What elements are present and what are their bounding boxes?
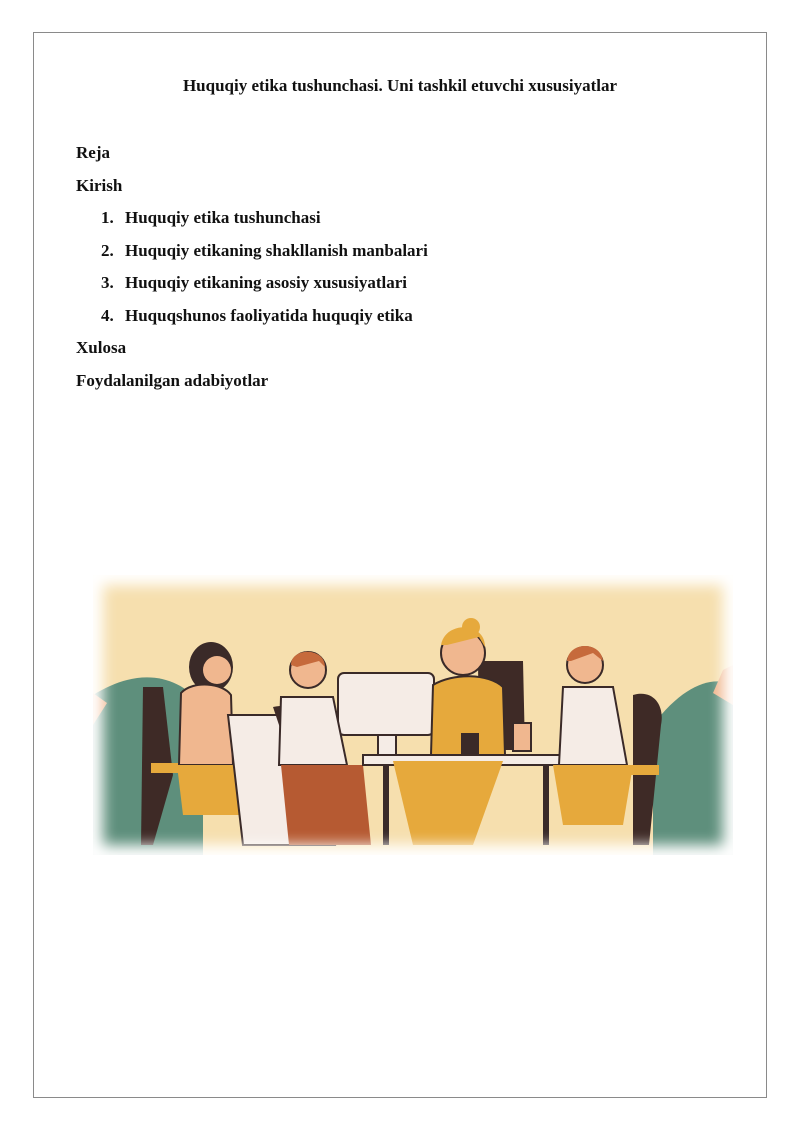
page-title: Huquqiy etika tushunchasi. Uni tashkil etuvchi xususiyatlar — [182, 76, 618, 95]
meeting-illustration — [93, 575, 733, 855]
toc-item-text: Huquqiy etika tushunchasi — [125, 208, 321, 227]
intro-heading: Kirish — [76, 176, 123, 195]
toc-item-number: 2. — [101, 241, 114, 260]
toc-item-text: Huquqiy etikaning shakllanish manbalari — [125, 241, 428, 260]
toc-item — [101, 208, 321, 228]
toc-item-number: 1. — [101, 208, 114, 227]
toc-item-text: Huquqshunos faoliyatida huquqiy etika — [125, 306, 413, 325]
toc-item — [101, 273, 407, 293]
conclusion-heading: Xulosa — [76, 338, 127, 357]
toc-item — [101, 241, 428, 261]
toc-item — [101, 306, 413, 326]
plan-heading: Reja — [76, 143, 110, 162]
document-page — [33, 32, 767, 1098]
toc-item-number: 4. — [101, 306, 114, 325]
toc-item-number: 3. — [101, 273, 114, 292]
references-heading: Foydalanilgan adabiyotlar — [76, 371, 269, 390]
toc-item-text: Huquqiy etikaning asosiy xususiyatlari — [125, 273, 408, 292]
